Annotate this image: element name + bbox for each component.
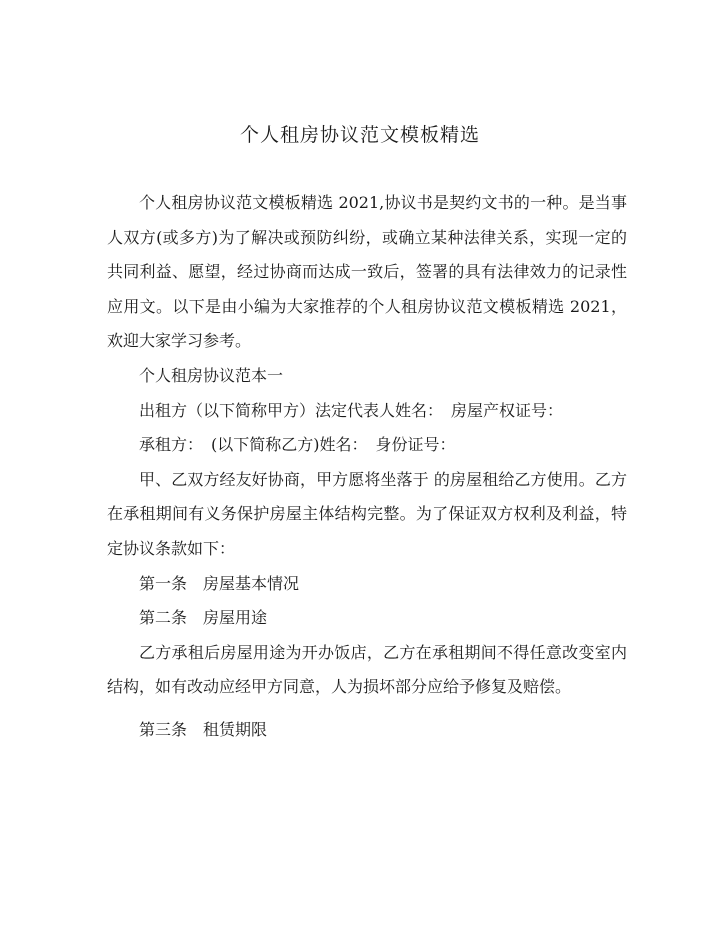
document-title: 个人租房协议范文模板精选 <box>239 124 480 146</box>
agreement-paragraph: 甲、乙双方经友好协商，甲方愿将坐落于 的房屋租给乙方使用。乙方在承租期间有义务保护房屋主体结构完整。为了保证双方权利及利益，特定协议条款如下： <box>107 469 627 558</box>
article-2-heading: 第二条 房屋用途 <box>139 608 268 628</box>
article-3-heading: 第三条 租赁期限 <box>139 719 268 739</box>
sample-heading: 个人租房协议范本一 <box>139 365 284 385</box>
document-body <box>107 186 627 748</box>
usage-paragraph: 乙方承租后房屋用途为开办饭店，乙方在承租期间不得任意改变室内结构，如有改动应经甲方同意，人为损坏部分应给予修复及赔偿。 <box>107 642 627 697</box>
intro-paragraph: 个人租房协议范文模板精选 2021,协议书是契约文书的一种。是当事人双方(或多方)为了解决或预防纠纷，或确立某种法律关系，实现一定的共同利益、愿望，经过协商而达成一致后，签署的具有法律效力的记录性应用文。以下是由小编为大家推荐的个人租房协议范文模板精选 2021，欢迎大家学习参考。 <box>107 193 627 351</box>
article-1-heading: 第一条 房屋基本情况 <box>139 573 300 593</box>
lessee-line: 承租方： (以下简称乙方)姓名： 身份证号： <box>139 435 456 455</box>
lessor-line: 出租方（以下简称甲方）法定代表人姓名： 房屋产权证号： <box>139 400 564 420</box>
